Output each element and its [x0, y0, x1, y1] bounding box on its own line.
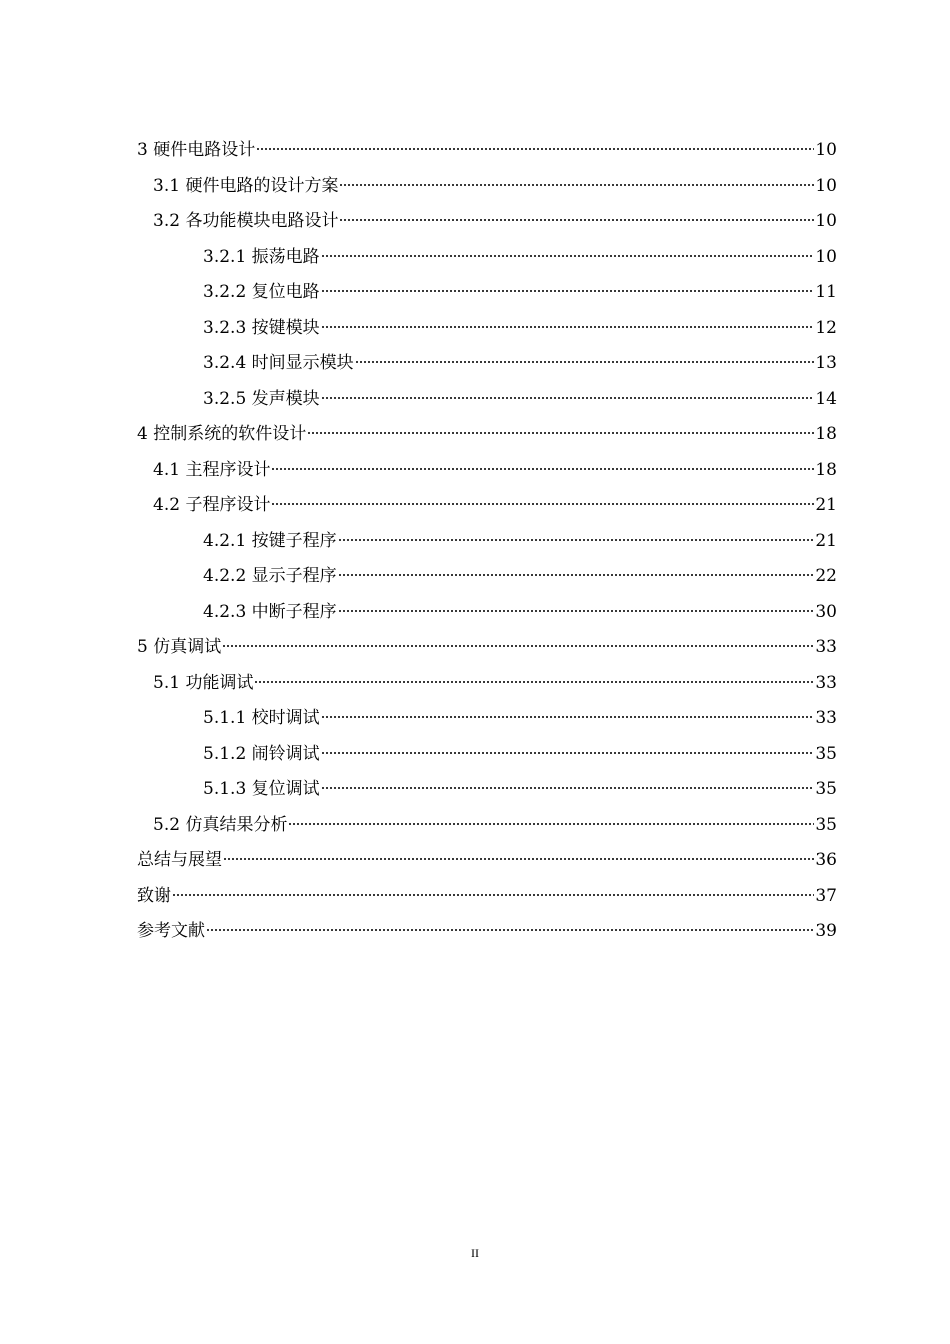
toc-entry-page-number: 30	[815, 601, 837, 622]
toc-entry-title: 5.2 仿真结果分析	[153, 814, 288, 835]
toc-entry[interactable]	[137, 240, 837, 276]
toc-dot-leader	[223, 857, 814, 861]
toc-dot-leader	[271, 502, 814, 506]
toc-entry-page-number: 14	[815, 388, 837, 409]
toc-entry-title: 5.1.1 校时调试	[203, 708, 320, 728]
toc-entry[interactable]	[137, 737, 837, 773]
toc-dot-leader	[321, 751, 815, 755]
toc-dot-leader	[321, 254, 815, 258]
toc-entry[interactable]	[137, 630, 837, 666]
toc-entry-title: 3.2.1 振荡电路	[203, 246, 320, 267]
toc-entry-title: 3.2.3 按键模块	[203, 317, 320, 338]
toc-entry-page-number: 35	[815, 779, 837, 799]
toc-entry-title: 4.2.1 按键子程序	[203, 530, 337, 551]
toc-entry-title: 4.1 主程序设计	[153, 459, 271, 480]
toc-entry[interactable]	[137, 914, 837, 950]
toc-entry-page-number: 21	[815, 530, 837, 551]
toc-entry-title: 参考文献	[137, 921, 205, 941]
toc-entry-page-number: 35	[815, 814, 837, 835]
toc-dot-leader	[321, 715, 815, 719]
page-number: II	[471, 1246, 479, 1260]
toc-entry-title: 总结与展望	[137, 850, 222, 870]
toc-dot-leader	[338, 573, 815, 577]
toc-entry[interactable]	[137, 133, 837, 169]
toc-entry-page-number: 35	[815, 743, 837, 764]
toc-entry-title: 致谢	[137, 885, 171, 906]
toc-entry[interactable]	[137, 843, 837, 879]
toc-entry-page-number: 21	[815, 495, 837, 515]
toc-entry[interactable]	[137, 311, 837, 347]
toc-entry-page-number: 33	[815, 637, 837, 657]
toc-entry[interactable]	[137, 275, 837, 311]
toc-dot-leader	[256, 147, 814, 151]
toc-dot-leader	[172, 893, 814, 897]
toc-entry[interactable]	[137, 595, 837, 631]
toc-entry-title: 5.1 功能调试	[153, 672, 254, 693]
toc-entry[interactable]	[137, 772, 837, 808]
toc-dot-leader	[222, 644, 814, 648]
toc-entry[interactable]	[137, 666, 837, 702]
toc-entry[interactable]	[137, 524, 837, 560]
toc-entry-page-number: 18	[815, 459, 837, 480]
toc-dot-leader	[339, 218, 814, 222]
toc-entry[interactable]	[137, 169, 837, 205]
toc-dot-leader	[307, 431, 814, 435]
toc-entry-title: 4.2 子程序设计	[153, 495, 271, 515]
toc-entry-title: 3.2.5 发声模块	[203, 388, 320, 409]
toc-entry-page-number: 10	[815, 140, 837, 160]
toc-entry[interactable]	[137, 701, 837, 737]
toc-dot-leader	[288, 822, 814, 826]
toc-entry-title: 3.1 硬件电路的设计方案	[153, 175, 339, 196]
toc-dot-leader	[355, 360, 815, 364]
toc-dot-leader	[338, 609, 815, 613]
toc-entry[interactable]	[137, 808, 837, 844]
toc-entry-title: 5.1.3 复位调试	[203, 779, 320, 799]
toc-entry-page-number: 12	[815, 317, 837, 338]
toc-entry-page-number: 37	[815, 885, 837, 906]
toc-entry-page-number: 36	[815, 850, 837, 870]
toc-dot-leader	[254, 680, 814, 684]
toc-entry[interactable]	[137, 453, 837, 489]
toc-entry-page-number: 33	[815, 708, 837, 728]
toc-entry[interactable]	[137, 382, 837, 418]
toc-entry[interactable]	[137, 879, 837, 915]
toc-entry-title: 3.2 各功能模块电路设计	[153, 211, 339, 231]
table-of-contents	[137, 133, 837, 950]
toc-entry-title: 3.2.2 复位电路	[203, 282, 320, 302]
toc-entry-page-number: 18	[815, 424, 837, 444]
toc-dot-leader	[321, 289, 815, 293]
toc-entry-page-number: 10	[815, 246, 837, 267]
toc-entry-title: 4 控制系统的软件设计	[137, 424, 307, 444]
toc-entry-title: 3 硬件电路设计	[137, 140, 256, 160]
toc-dot-leader	[206, 928, 814, 932]
toc-entry-page-number: 11	[815, 282, 837, 302]
toc-dot-leader	[271, 467, 814, 471]
toc-entry[interactable]	[137, 559, 837, 595]
toc-entry-page-number: 33	[815, 672, 837, 693]
toc-dot-leader	[321, 325, 815, 329]
toc-dot-leader	[321, 786, 815, 790]
toc-entry-page-number: 10	[815, 175, 837, 196]
toc-entry-page-number: 22	[815, 566, 837, 586]
toc-entry-title: 5.1.2 闹铃调试	[203, 743, 320, 764]
toc-entry-title: 4.2.2 显示子程序	[203, 566, 337, 586]
toc-dot-leader	[338, 538, 815, 542]
toc-dot-leader	[339, 183, 814, 187]
toc-entry[interactable]	[137, 346, 837, 382]
toc-entry[interactable]	[137, 204, 837, 240]
toc-entry[interactable]	[137, 417, 837, 453]
toc-entry-page-number: 39	[815, 921, 837, 941]
toc-entry-title: 5 仿真调试	[137, 637, 222, 657]
toc-entry[interactable]	[137, 488, 837, 524]
toc-entry-title: 4.2.3 中断子程序	[203, 601, 337, 622]
toc-dot-leader	[321, 396, 815, 400]
toc-entry-page-number: 10	[815, 211, 837, 231]
toc-entry-title: 3.2.4 时间显示模块	[203, 353, 354, 373]
toc-entry-page-number: 13	[815, 353, 837, 373]
